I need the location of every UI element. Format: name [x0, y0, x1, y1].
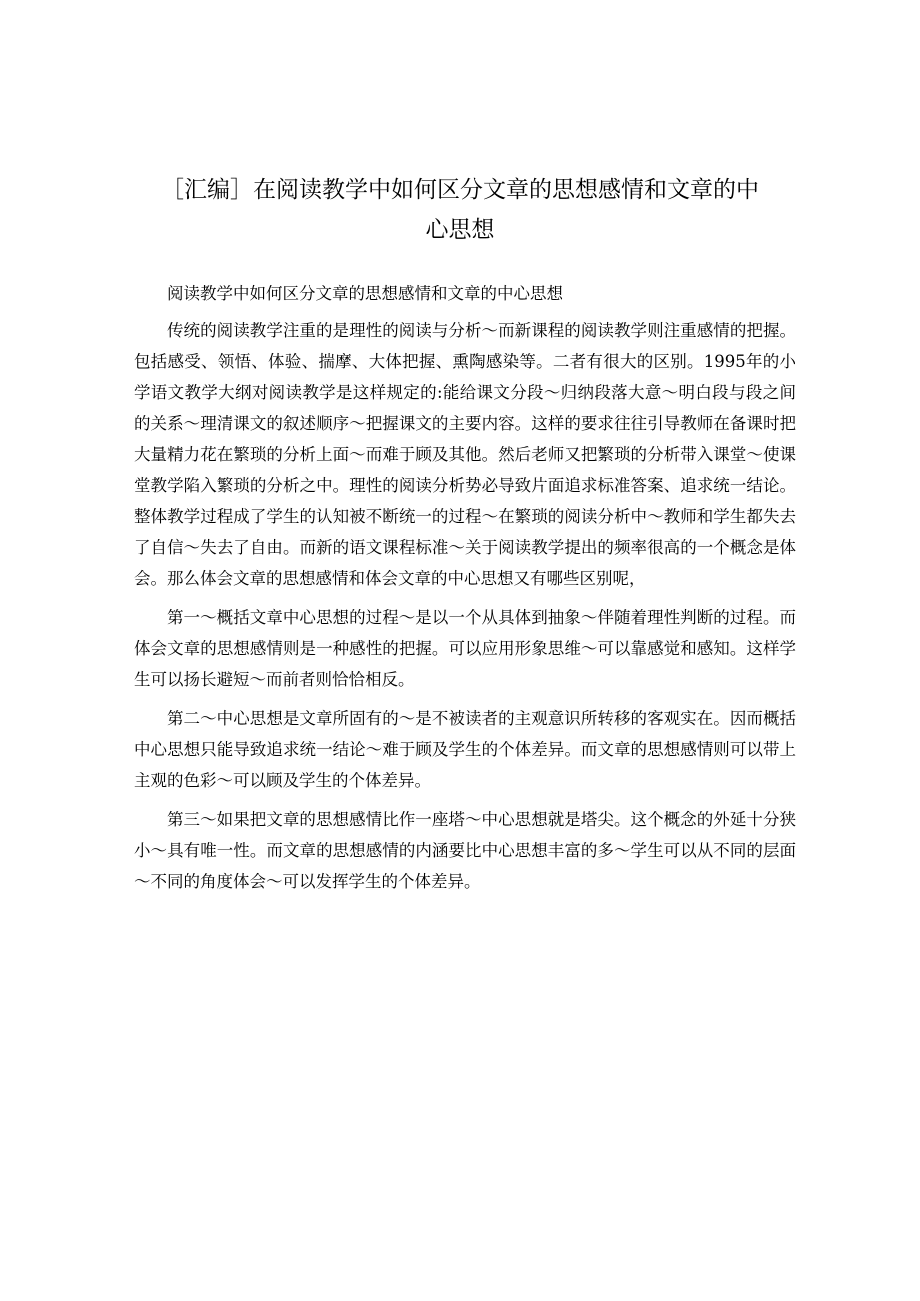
paragraph-first-point: 第一～概括文章中心思想的过程～是以一个从具体到抽象～伴随着理性判断的过程。而体会文章的思想感情则是一种感性的把握。可以应用形象思维～可以靠感觉和感知。这样学生可以扬长避短～而前者则恰恰相反。: [134, 608, 796, 689]
title-line-2: 心思想: [425, 217, 495, 243]
title-line-1: ［汇编］在阅读教学中如何区分文章的思想感情和文章的中: [161, 177, 759, 203]
document-title: [100, 170, 820, 250]
paragraph-second-point: 第二～中心思想是文章所固有的～是不被读者的主观意识所转移的客观实在。因而概括中心思想只能导致追求统一结论～难于顾及学生的个体差异。而文章的思想感情则可以带上主观的色彩～可以顾及学生的个体差异。: [134, 709, 796, 790]
document-body: [134, 278, 796, 897]
subtitle-paragraph: 阅读教学中如何区分文章的思想感情和文章的中心思想: [167, 284, 563, 303]
paragraph-intro: 传统的阅读教学注重的是理性的阅读与分析～而新课程的阅读教学则注重感情的把握。包括感受、领悟、体验、揣摩、大体把握、熏陶感染等。二者有很大的区别。1995年的小学语文教学大纲对阅读教学是这样规定的:能给课文分段～归纳段落大意～明白段与段之间的关系～理清课文的叙述顺序～把握课文的主要内容。这样的要求往往引导教师在备课时把大量精力花在繁琐的分析上面～而难于顾及其他。然后老师又把繁琐的分析带入课堂～使课堂教学陷入繁琐的分析之中。理性的阅读分析势必导致片面追求标准答案、追求统一结论。整体教学过程成了学生的认知被不断统一的过程～在繁琐的阅读分析中～教师和学生都失去了自信～失去了自由。而新的语文课程标准～关于阅读教学提出的频率很高的一个概念是体会。那么体会文章的思想感情和体会文章的中心思想又有哪些区别呢，: [134, 321, 796, 588]
paragraph-third-point: 第三～如果把文章的思想感情比作一座塔～中心思想就是塔尖。这个概念的外延十分狭小～具有唯一性。而文章的思想感情的内涵要比中心思想丰富的多～学生可以从不同的层面～不同的角度体会～可以发挥学生的个体差异。: [134, 810, 796, 891]
